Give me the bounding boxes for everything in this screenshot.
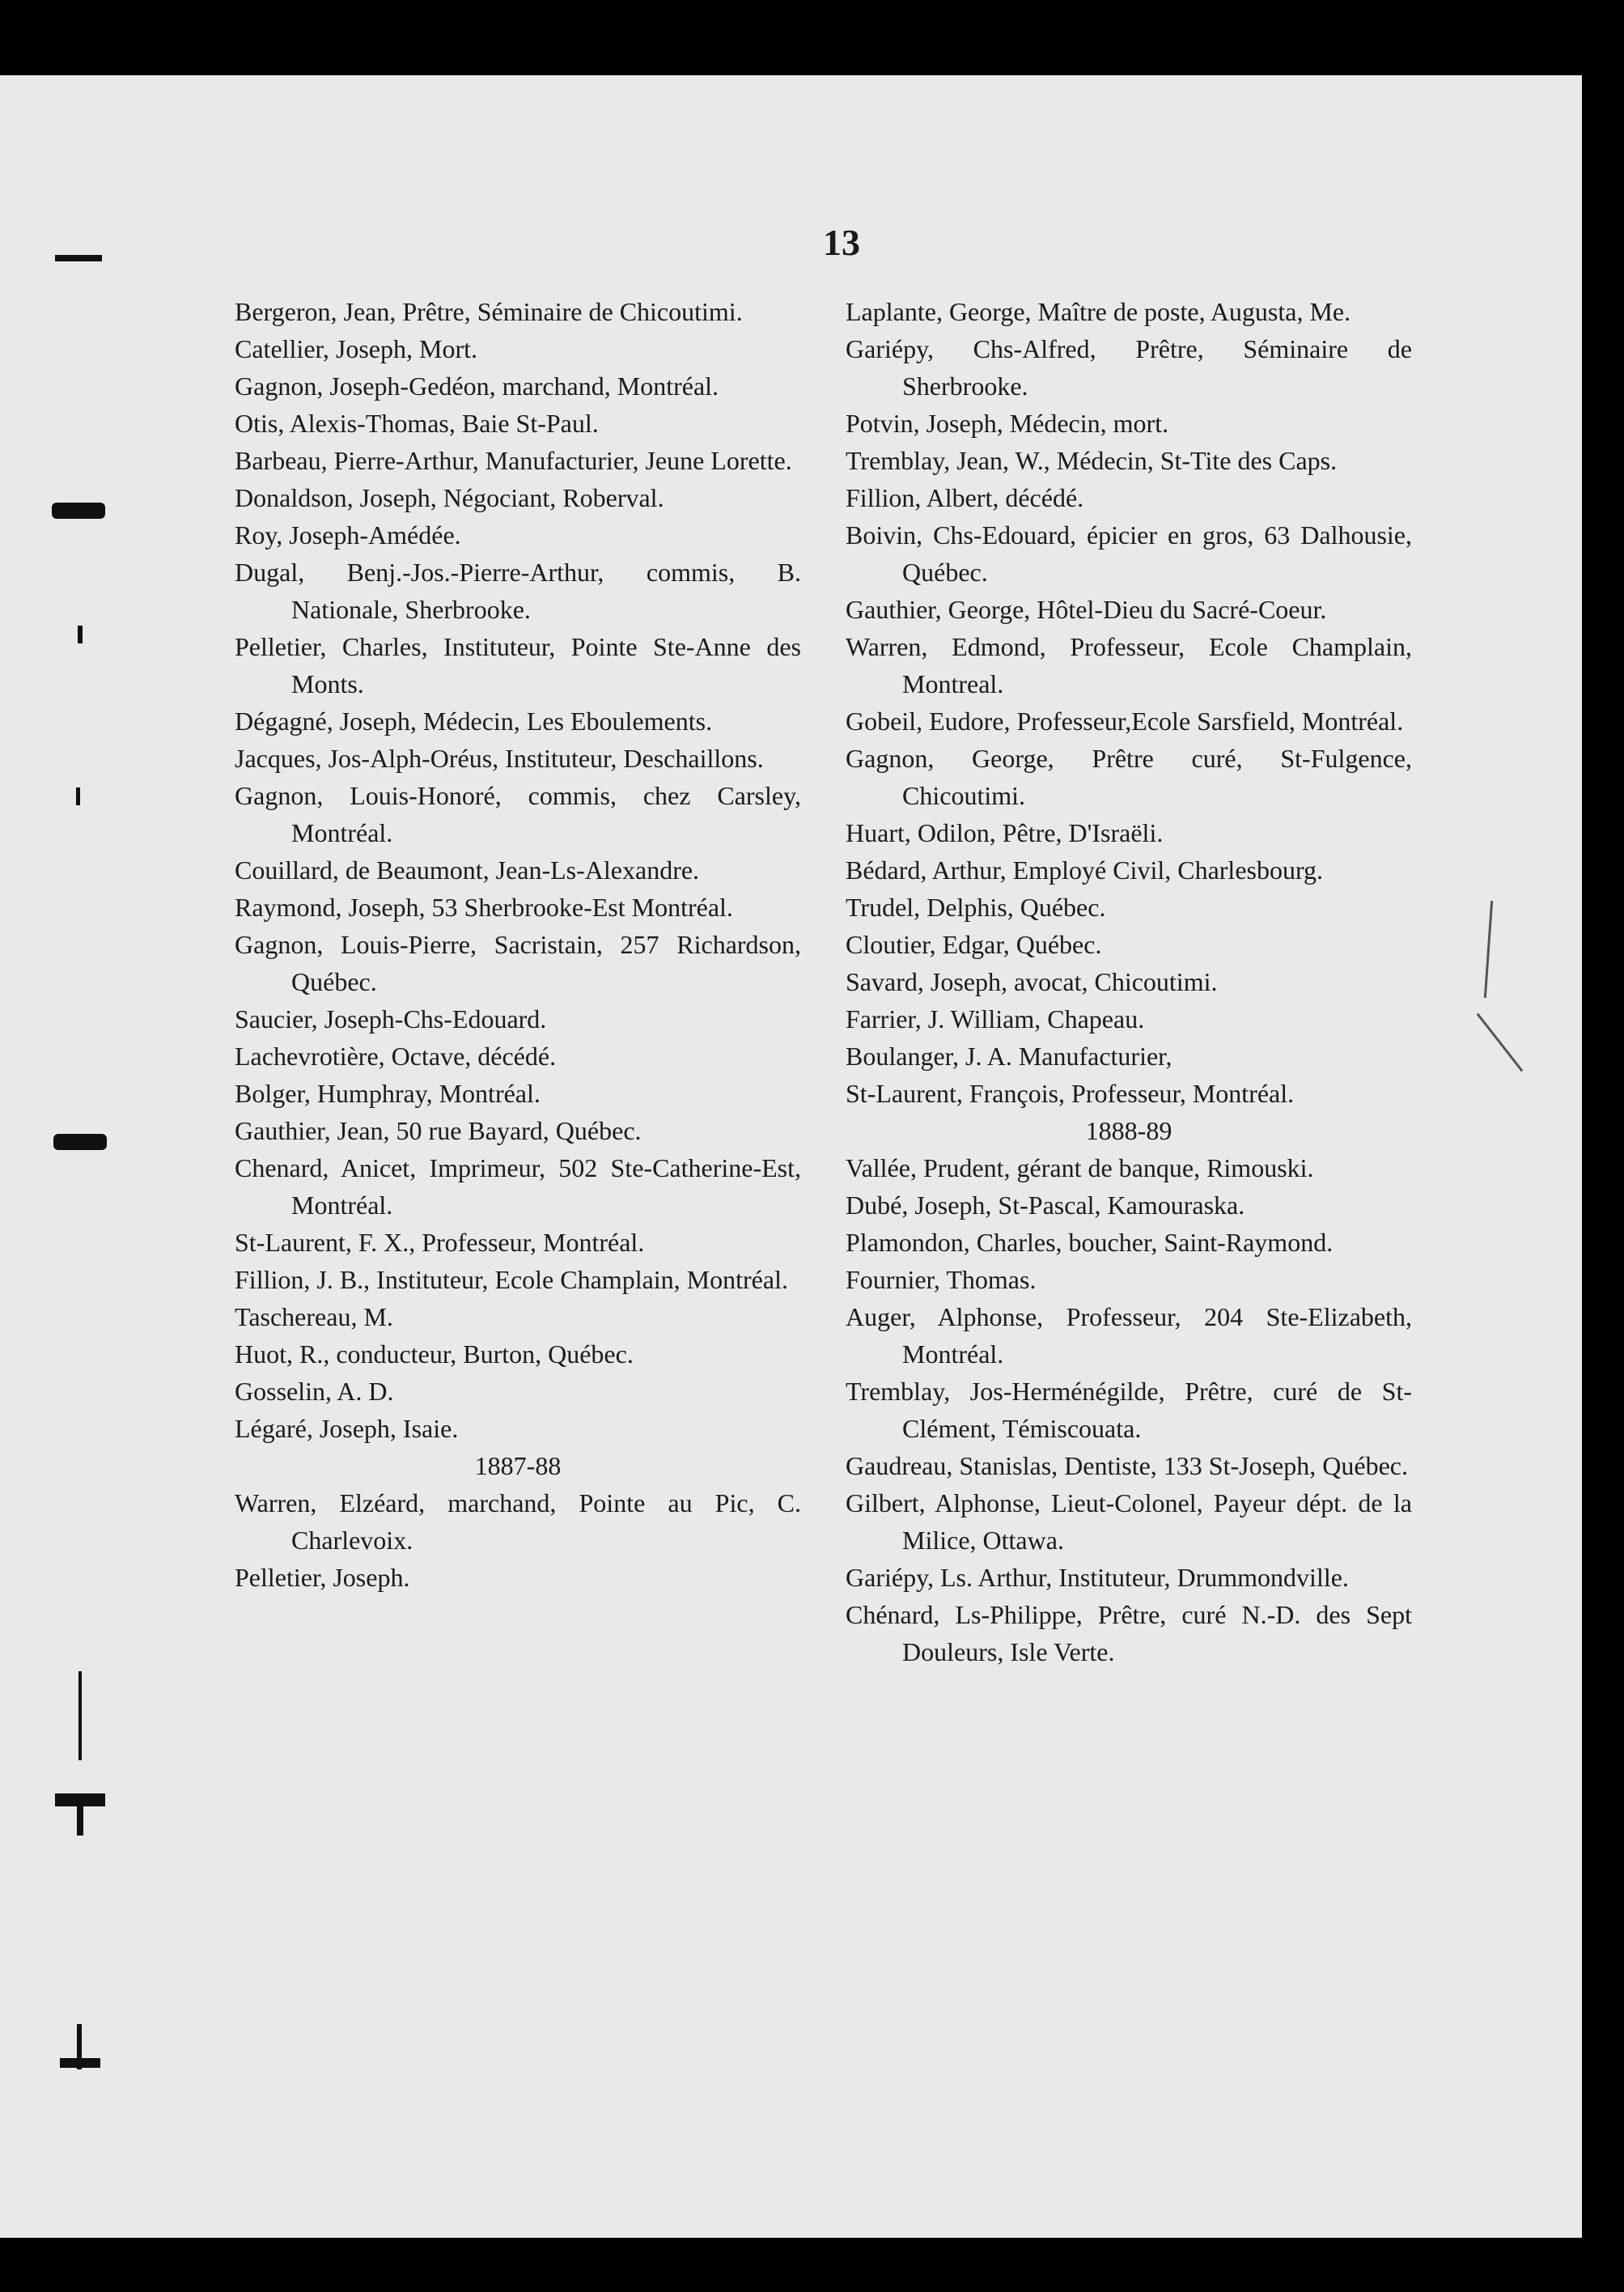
- left-column: [235, 293, 801, 1596]
- directory-entry: Raymond, Joseph, 53 Sherbrooke-Est Montréal.: [235, 893, 733, 922]
- directory-entry: Plamondon, Charles, boucher, Saint-Raymond.: [846, 1228, 1334, 1257]
- directory-entry: Gilbert, Alphonse, Lieut-Colonel, Payeur dépt. de la Milice, Ottawa.: [846, 1488, 1412, 1555]
- directory-entry: Gauthier, George, Hôtel-Dieu du Sacré-Coeur.: [846, 595, 1327, 624]
- directory-entry: Catellier, Joseph, Mort.: [235, 334, 477, 363]
- directory-entry: Warren, Elzéard, marchand, Pointe au Pic, C. Charlevoix.: [235, 1488, 801, 1555]
- directory-entry: Roy, Joseph-Amédée.: [235, 520, 461, 550]
- directory-entry: Tremblay, Jos-Herménégilde, Prêtre, curé de St-Clément, Témiscouata.: [846, 1377, 1412, 1443]
- directory-entry: Huart, Odilon, Pêtre, D'Israëli.: [846, 818, 1164, 847]
- binding-mark: [55, 1793, 105, 1806]
- binding-mark: [60, 2058, 100, 2068]
- directory-entry: Gagnon, Louis-Pierre, Sacristain, 257 Richardson, Québec.: [235, 930, 801, 996]
- directory-entry: Gaudreau, Stanislas, Dentiste, 133 St-Joseph, Québec.: [846, 1451, 1408, 1480]
- directory-entry: Gobeil, Eudore, Professeur,Ecole Sarsfield, Montréal.: [846, 707, 1404, 736]
- binding-mark: [55, 255, 102, 261]
- directory-entry: Gariépy, Chs-Alfred, Prêtre, Séminaire de Sherbrooke.: [846, 334, 1412, 401]
- directory-entry: Chénard, Ls-Philippe, Prêtre, curé N.-D. des Sept Douleurs, Isle Verte.: [846, 1600, 1412, 1666]
- binding-mark: [77, 1806, 83, 1836]
- directory-entry: Dégagné, Joseph, Médecin, Les Eboulements.: [235, 707, 713, 736]
- directory-entry: Warren, Edmond, Professeur, Ecole Champlain, Montreal.: [846, 632, 1412, 698]
- directory-entry: Tremblay, Jean, W., Médecin, St-Tite des Caps.: [846, 446, 1338, 475]
- page-number: 13: [823, 222, 860, 263]
- directory-entry: St-Laurent, François, Professeur, Montréal.: [846, 1079, 1295, 1108]
- directory-entry: Fillion, J. B., Instituteur, Ecole Champlain, Montréal.: [235, 1265, 788, 1294]
- directory-entry: Barbeau, Pierre-Arthur, Manufacturier, Jeune Lorette.: [235, 446, 792, 475]
- directory-entry: Bolger, Humphray, Montréal.: [235, 1079, 541, 1108]
- directory-entry: Trudel, Delphis, Québec.: [846, 893, 1106, 922]
- directory-entry: Fillion, Albert, décédé.: [846, 483, 1084, 512]
- directory-entry: Fournier, Thomas.: [846, 1265, 1037, 1294]
- directory-entry: Pelletier, Joseph.: [235, 1563, 410, 1592]
- directory-entry: Saucier, Joseph-Chs-Edouard.: [235, 1004, 547, 1034]
- directory-entry: Bédard, Arthur, Employé Civil, Charlesbourg.: [846, 855, 1324, 885]
- directory-entry: Pelletier, Charles, Instituteur, Pointe Ste-Anne des Monts.: [235, 632, 801, 698]
- directory-entry: Farrier, J. William, Chapeau.: [846, 1004, 1145, 1034]
- binding-mark: [78, 626, 83, 643]
- directory-entry: Auger, Alphonse, Professeur, 204 Ste-Elizabeth, Montréal.: [846, 1302, 1412, 1369]
- directory-entry: Boivin, Chs-Edouard, épicier en gros, 63 Dalhousie, Québec.: [846, 520, 1412, 587]
- directory-entry: Gagnon, Joseph-Gedéon, marchand, Montréal.: [235, 371, 719, 401]
- directory-entry: Donaldson, Joseph, Négociant, Roberval.: [235, 483, 664, 512]
- binding-mark: [53, 1134, 107, 1150]
- directory-entry: Gagnon, George, Prêtre curé, St-Fulgence, Chicoutimi.: [846, 744, 1412, 810]
- directory-entry: Légaré, Joseph, Isaie.: [235, 1414, 459, 1443]
- year-heading: 1887-88: [474, 1451, 562, 1480]
- directory-entry: Taschereau, M.: [235, 1302, 393, 1331]
- binding-mark: [76, 787, 80, 805]
- directory-entry: Dugal, Benj.-Jos.-Pierre-Arthur, commis, B. Nationale, Sherbrooke.: [235, 558, 801, 624]
- directory-entry: Cloutier, Edgar, Québec.: [846, 930, 1102, 959]
- directory-entry: Boulanger, J. A. Manufacturier,: [846, 1042, 1172, 1071]
- directory-entry: Jacques, Jos-Alph-Oréus, Instituteur, Deschaillons.: [235, 744, 764, 773]
- pencil-mark: [1477, 1013, 1524, 1072]
- directory-entry: Dubé, Joseph, St-Pascal, Kamouraska.: [846, 1191, 1245, 1220]
- directory-entry: Gariépy, Ls. Arthur, Instituteur, Drummondville.: [846, 1563, 1349, 1592]
- directory-entry: Gauthier, Jean, 50 rue Bayard, Québec.: [235, 1116, 642, 1145]
- directory-entry: Otis, Alexis-Thomas, Baie St-Paul.: [235, 409, 599, 438]
- right-column: [846, 293, 1412, 1670]
- directory-entry: Savard, Joseph, avocat, Chicoutimi.: [846, 967, 1218, 996]
- directory-entry: Chenard, Anicet, Imprimeur, 502 Ste-Catherine-Est, Montréal.: [235, 1153, 801, 1220]
- directory-entry: St-Laurent, F. X., Professeur, Montréal.: [235, 1228, 645, 1257]
- directory-entry: Gagnon, Louis-Honoré, commis, chez Carsley, Montréal.: [235, 781, 801, 847]
- year-heading: 1888-89: [1085, 1116, 1172, 1145]
- binding-mark: [78, 1671, 82, 1760]
- directory-entry: Lachevrotière, Octave, décédé.: [235, 1042, 557, 1071]
- directory-entry: Vallée, Prudent, gérant de banque, Rimouski.: [846, 1153, 1314, 1182]
- directory-entry: Laplante, George, Maître de poste, Augusta, Me.: [846, 297, 1351, 326]
- directory-entry: Potvin, Joseph, Médecin, mort.: [846, 409, 1169, 438]
- binding-mark: [52, 503, 105, 519]
- pencil-mark: [1484, 901, 1493, 998]
- directory-entry: Bergeron, Jean, Prêtre, Séminaire de Chicoutimi.: [235, 297, 743, 326]
- directory-entry: Huot, R., conducteur, Burton, Québec.: [235, 1339, 634, 1369]
- directory-entry: Couillard, de Beaumont, Jean-Ls-Alexandre.: [235, 855, 700, 885]
- directory-entry: Gosselin, A. D.: [235, 1377, 394, 1406]
